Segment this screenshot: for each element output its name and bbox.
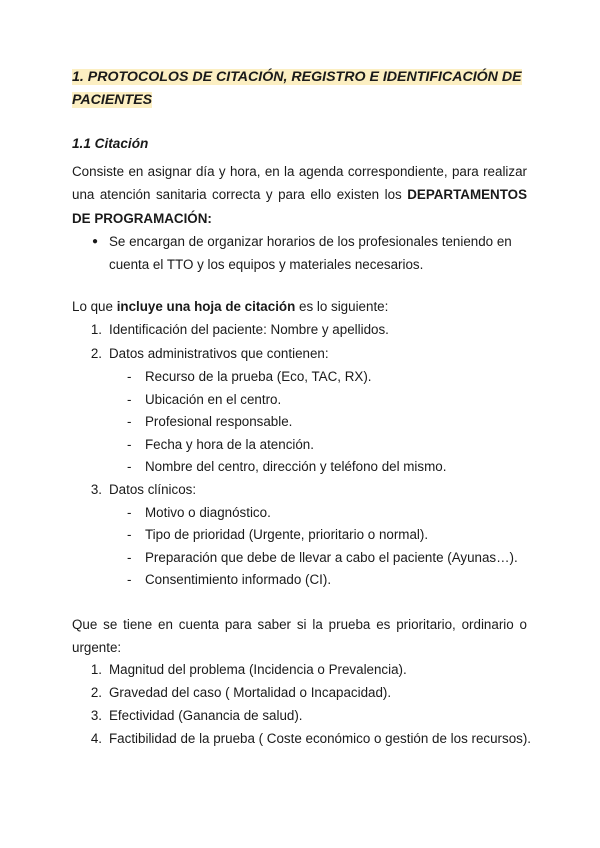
- subsection-heading: 1.1 Citación: [72, 136, 149, 151]
- sub-list-item: Motivo o diagnóstico.: [145, 505, 271, 520]
- priority-lead: Que se tiene en cuenta para saber si la prueba es prioritario, ordinario o urgente:: [72, 617, 527, 656]
- list-item: Magnitud del problema (Incidencia o Prevalencia).: [109, 662, 407, 677]
- bullet-marker: ●: [91, 236, 98, 247]
- sub-list-item: Recurso de la prueba (Eco, TAC, RX).: [145, 369, 372, 384]
- citation-sheet-lead: [72, 297, 388, 317]
- list-number: 2.: [90, 685, 102, 700]
- dash-marker: -: [127, 527, 132, 542]
- dash-marker: -: [127, 505, 132, 520]
- list-item: Efectividad (Ganancia de salud).: [109, 708, 303, 723]
- list-item: Factibilidad de la prueba ( Coste económico o gestión de los recursos).: [109, 731, 532, 746]
- list-number: 3.: [90, 708, 102, 723]
- bullet-item: [109, 230, 527, 276]
- dash-marker: -: [127, 414, 132, 429]
- heading-line-2: PACIENTES: [72, 92, 153, 108]
- dash-marker: -: [127, 392, 132, 407]
- dash-marker: -: [127, 369, 132, 384]
- bullet-line-2: cuenta el TTO y los equipos y materiales necesarios.: [109, 257, 424, 272]
- sub-list-item: Ubicación en el centro.: [145, 392, 282, 407]
- list-item: Datos clínicos:: [109, 482, 197, 497]
- list-item: Gravedad del caso ( Mortalidad o Incapacidad).: [109, 685, 392, 700]
- heading-line-1: 1. PROTOCOLOS DE CITACIÓN, REGISTRO E IDENTIFICACIÓN DE: [72, 69, 522, 85]
- sub-list-item: Profesional responsable.: [145, 414, 293, 429]
- list-number: 1.: [90, 322, 102, 337]
- list-number: 2.: [90, 346, 102, 361]
- lead-pre: Lo que: [72, 299, 117, 314]
- list-number: 4.: [90, 731, 102, 746]
- dash-marker: -: [127, 459, 132, 474]
- intro-text: Consiste en asignar día y hora, en la agenda correspondiente, para realizar una atención sanitaria correcta y para ello existen los: [72, 164, 527, 203]
- lead-bold: incluye una hoja de citación: [116, 299, 296, 314]
- list-item: Identificación del paciente: Nombre y apellidos.: [109, 322, 389, 337]
- dash-marker: -: [127, 550, 132, 565]
- bullet-line-1: Se encargan de organizar horarios de los profesionales teniendo en: [109, 234, 512, 249]
- list-number: 1.: [90, 662, 102, 677]
- list-number: 3.: [90, 482, 102, 497]
- sub-list-item: Tipo de prioridad (Urgente, prioritario o normal).: [145, 527, 429, 542]
- section-heading: [72, 66, 528, 112]
- dash-marker: -: [127, 437, 132, 452]
- lead-post: es lo siguiente:: [295, 299, 389, 314]
- list-item: Datos administrativos que contienen:: [109, 346, 329, 361]
- intro-bold: DEPARTAMENTOS DE PROGRAMACIÓN:: [72, 187, 527, 226]
- sub-list-item: Preparación que debe de llevar a cabo el paciente (Ayunas…).: [145, 550, 518, 565]
- sub-list-item: Consentimiento informado (CI).: [145, 572, 332, 587]
- dash-marker: -: [127, 572, 132, 587]
- sub-list-item: Fecha y hora de la atención.: [145, 437, 314, 452]
- sub-list-item: Nombre del centro, dirección y teléfono del mismo.: [145, 459, 447, 474]
- intro-paragraph: [72, 160, 527, 230]
